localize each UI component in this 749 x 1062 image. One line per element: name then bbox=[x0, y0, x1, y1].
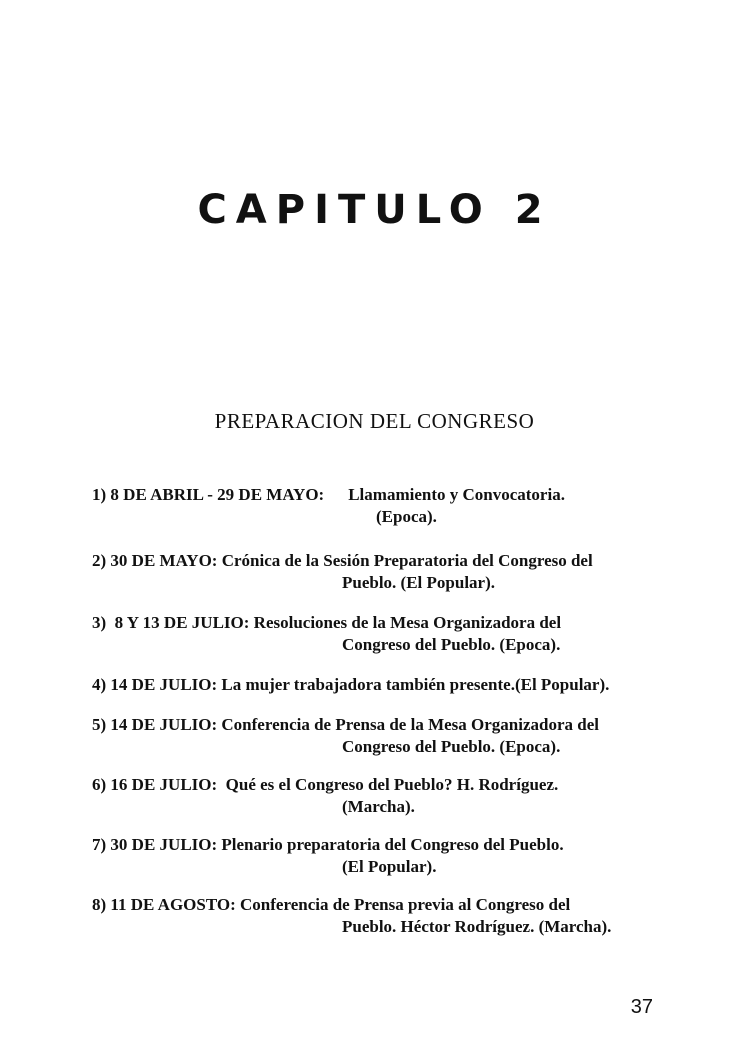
entry-date: 14 DE JULIO: bbox=[110, 675, 218, 694]
page-number: 37 bbox=[630, 996, 653, 1018]
section-heading: PREPARACION DEL CONGRESO bbox=[214, 409, 535, 433]
entry-date: 11 DE AGOSTO: bbox=[110, 895, 236, 914]
entry-continuation: Pueblo. Héctor Rodríguez. (Marcha). bbox=[342, 917, 612, 936]
list-item bbox=[92, 612, 672, 656]
entry-text: La mujer trabajadora también presente.(El Popular). bbox=[221, 675, 610, 694]
list-item bbox=[92, 484, 672, 528]
list-item bbox=[92, 774, 672, 818]
entry-date: 16 DE JULIO: bbox=[110, 775, 218, 794]
entry-text: Qué es el Congreso del Pueblo? H. Rodríguez. bbox=[225, 775, 559, 794]
entry-date: 14 DE JULIO: bbox=[110, 715, 218, 734]
list-item bbox=[92, 834, 672, 878]
entry-continuation: Pueblo. (El Popular). bbox=[342, 573, 496, 592]
entry-date: 8 Y 13 DE JULIO: bbox=[114, 613, 250, 632]
chapter-title: CAPITULO 2 bbox=[197, 187, 552, 233]
entry-continuation: Congreso del Pueblo. (Epoca). bbox=[342, 635, 561, 654]
list-item bbox=[92, 550, 672, 594]
entry-text: Crónica de la Sesión Preparatoria del Congreso del bbox=[221, 551, 593, 570]
entry-number: 1) bbox=[92, 485, 107, 504]
list-item bbox=[92, 714, 672, 758]
entry-date: 30 DE JULIO: bbox=[110, 835, 218, 854]
entry-number: 8) bbox=[92, 895, 107, 914]
list-item bbox=[92, 894, 672, 938]
entry-text: Plenario preparatoria del Congreso del Pueblo. bbox=[221, 835, 564, 854]
entry-number: 3) bbox=[92, 613, 107, 632]
entry-date: 8 DE ABRIL - 29 DE MAYO: bbox=[110, 485, 325, 504]
entry-number: 6) bbox=[92, 775, 107, 794]
entry-number: 7) bbox=[92, 835, 107, 854]
entry-continuation: (Epoca). bbox=[376, 507, 437, 526]
entry-continuation: Congreso del Pueblo. (Epoca). bbox=[342, 737, 561, 756]
entry-date: 30 DE MAYO: bbox=[110, 551, 218, 570]
entry-number: 5) bbox=[92, 715, 107, 734]
entry-text: Conferencia de Prensa previa al Congreso del bbox=[240, 895, 571, 914]
entry-continuation: (Marcha). bbox=[342, 797, 415, 816]
entry-number: 2) bbox=[92, 551, 107, 570]
entry-text: Llamamiento y Convocatoria. bbox=[348, 485, 565, 504]
entry-continuation: (El Popular). bbox=[342, 857, 437, 876]
entry-text: Conferencia de Prensa de la Mesa Organizadora del bbox=[221, 715, 599, 734]
entry-text: Resoluciones de la Mesa Organizadora del bbox=[253, 613, 562, 632]
list-item bbox=[92, 674, 672, 696]
entry-number: 4) bbox=[92, 675, 107, 694]
